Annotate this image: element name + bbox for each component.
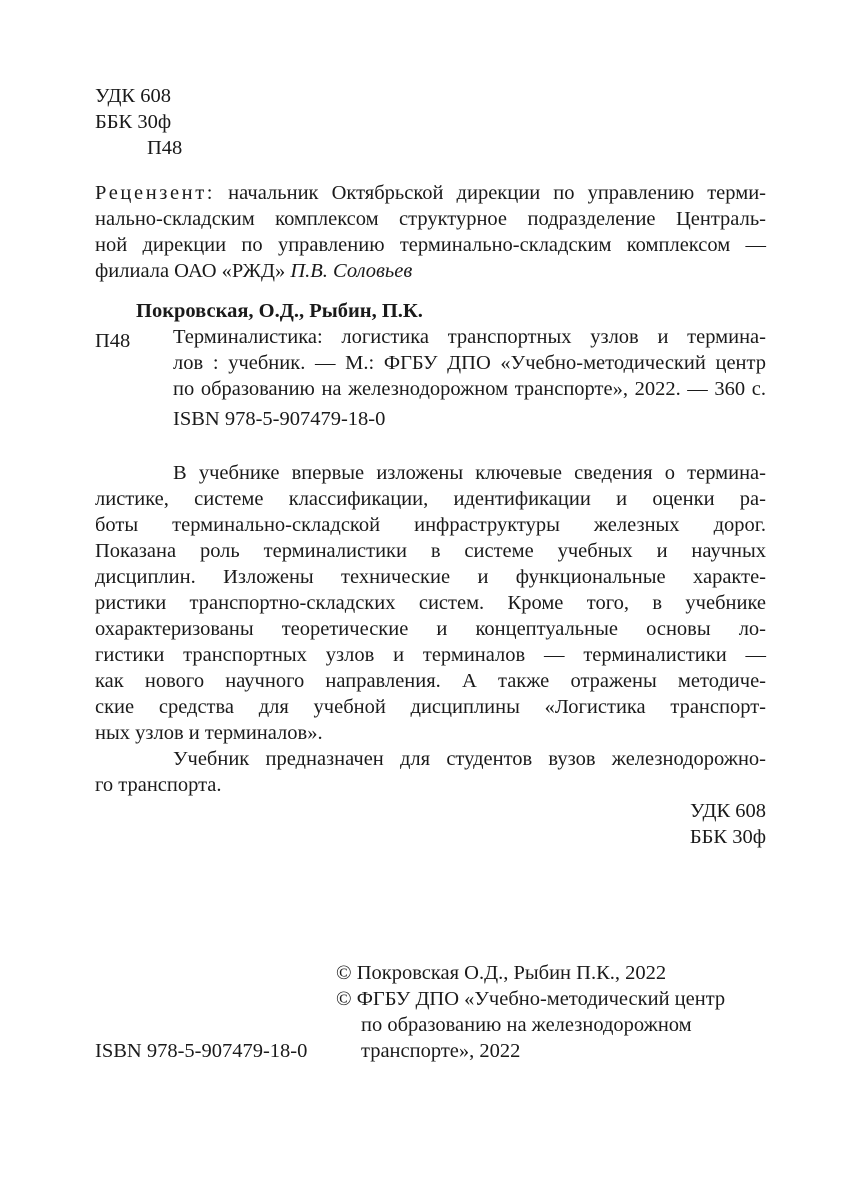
udk-code-bottom: УДК 608 xyxy=(690,800,766,822)
record-line-3: по образованию на железнодорожном транспорте», 2022. — 360 с. xyxy=(173,378,766,400)
copyright-notices xyxy=(336,960,776,1064)
bbk-code-bottom: ББК 30ф xyxy=(689,826,766,848)
abstract-p1-line: ристики транспортно-складских систем. Кроме того, в учебнике xyxy=(95,592,766,614)
reviewer-line-2: нально-складским комплексом структурное подразделение Централь- xyxy=(95,208,766,230)
reviewer-name: П.В. Соловьев xyxy=(290,260,413,282)
classification-codes-bottom xyxy=(671,798,766,850)
copyright-publisher-cont: по образованию на железнодорожном xyxy=(361,1014,692,1036)
abstract-p1-line: Показана роль терминалистики в системе учебных и научных xyxy=(95,540,766,562)
record-code: П48 xyxy=(95,330,131,352)
copyright-authors: © Покровская О.Д., Рыбин П.К., 2022 xyxy=(336,962,667,984)
isbn-bottom xyxy=(95,1038,307,1064)
abstract-p1-line: как нового научного направления. А также отражены методиче- xyxy=(95,670,766,692)
abstract-p1-line: ных узлов и терминалов». xyxy=(95,722,323,744)
abstract-p1-line: гистики транспортных узлов и терминалов — терминалистики — xyxy=(95,644,766,666)
bbk-code: ББК 30ф xyxy=(95,111,172,133)
record-line-2: лов : учебник. — М.: ФГБУ ДПО «Учебно-методический центр xyxy=(173,352,766,374)
reviewer-line-1 xyxy=(95,180,766,206)
record-description xyxy=(173,324,766,402)
author-sign: П48 xyxy=(147,137,183,159)
abstract-p1-line: охарактеризованы теоретические и концептуальные основы ло- xyxy=(95,618,766,640)
bibliographic-record xyxy=(95,298,766,432)
abstract-p1-line: дисциплин. Изложены технические и функциональные характе- xyxy=(95,566,766,588)
reviewer-text-4: филиала ОАО «РЖД» xyxy=(95,260,291,282)
classification-codes-top xyxy=(95,83,182,161)
isbn-number: ISBN 978-5-907479-18-0 xyxy=(95,1040,308,1062)
record-line-1: Терминалистика: логистика транспортных узлов и термина- xyxy=(173,326,766,348)
abstract-p1-line: боты терминально-складской инфраструктуры железных дорог. xyxy=(95,514,766,536)
reviewer-block xyxy=(95,180,766,284)
abstract-p1-line: листике, системе классификации, идентификации и оценки ра- xyxy=(95,488,766,510)
reviewer-line-4 xyxy=(95,258,766,284)
copyright-publisher: © ФГБУ ДПО «Учебно-методический центр xyxy=(336,988,726,1010)
abstract xyxy=(95,460,766,798)
abstract-p2-line: Учебник предназначен для студентов вузов железнодорожно- xyxy=(173,748,766,770)
record-authors: Покровская, О.Д., Рыбин, П.К. xyxy=(136,300,423,322)
abstract-p1-line: В учебнике впервые изложены ключевые сведения о термина- xyxy=(173,462,766,484)
abstract-p1-line: ские средства для учебной дисциплины «Логистика транспорт- xyxy=(95,696,766,718)
reviewer-text-1: начальник Октябрьской дирекции по управлению терми- xyxy=(215,182,766,204)
reviewer-line-3: ной дирекции по управлению терминально-складским комплексом — xyxy=(95,234,766,256)
record-isbn: ISBN 978-5-907479-18-0 xyxy=(173,408,386,430)
reviewer-label: Рецензент: xyxy=(95,182,216,204)
udk-code: УДК 608 xyxy=(95,85,171,107)
abstract-p2-line: го транспорта. xyxy=(95,774,222,796)
copyright-publisher-cont: транспорте», 2022 xyxy=(361,1040,521,1062)
